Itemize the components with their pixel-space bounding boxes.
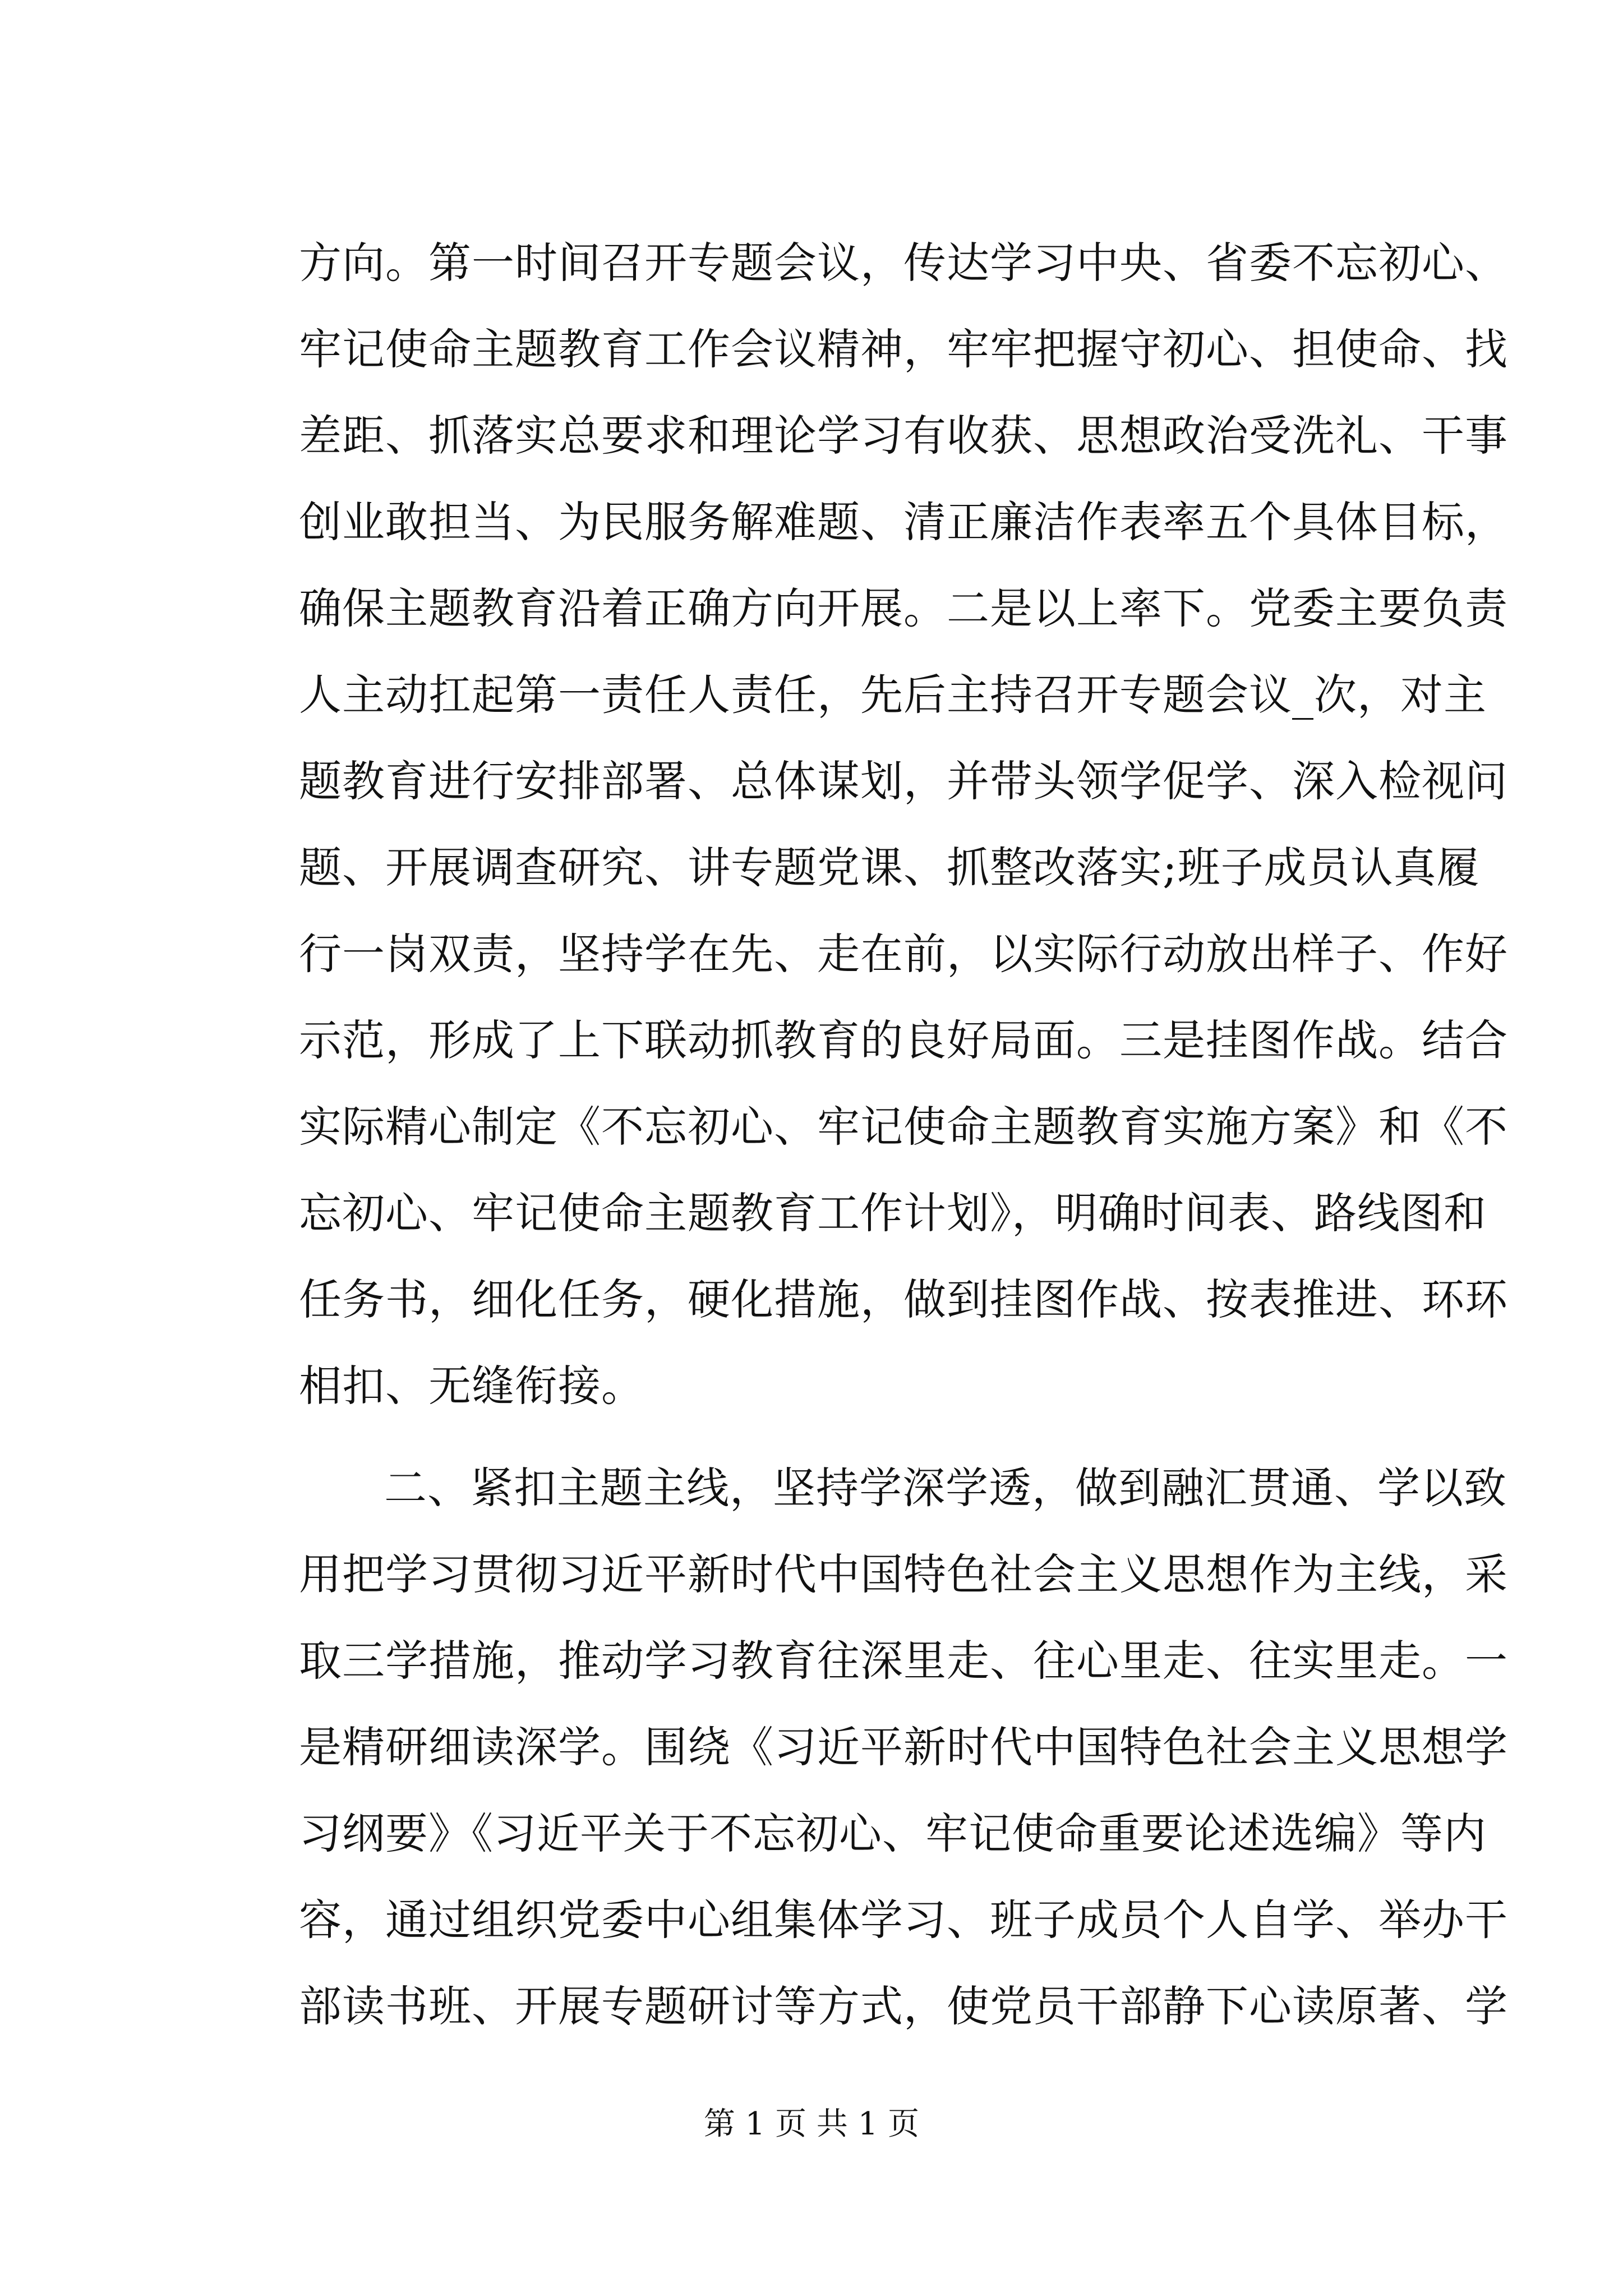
paragraph-2	[299, 1445, 1508, 2050]
text-line: 二、紧扣主题主线，坚持学深学透，做到融汇贯通、学以致	[384, 1463, 1507, 1513]
text-line: 是精研细读深学。围绕《习近平新时代中国特色社会主义思想学	[299, 1722, 1508, 1772]
text-line: 实际精心制定《不忘初心、牢记使命主题教育实施方案》和《不	[299, 1102, 1508, 1152]
text-line: 示范，形成了上下联动抓教育的良好局面。三是挂图作战。结合	[299, 1015, 1508, 1065]
text-line: 题教育进行安排部署、总体谋划，并带头领学促学、深入检视问	[299, 756, 1508, 806]
text-line: 取三学措施，推动学习教育往深里走、往心里走、往实里走。一	[299, 1636, 1508, 1686]
page-footer	[0, 2105, 1623, 2144]
text-line: 容，通过组织党委中心组集体学习、班子成员个人自学、举办干	[299, 1895, 1508, 1945]
text-line: 行一岗双责，坚持学在先、走在前，以实际行动放出样子、作好	[299, 929, 1508, 979]
text-line: 题、开展调查研究、讲专题党课、抓整改落实;班子成员认真履	[299, 843, 1480, 892]
text-line: 部读书班、开展专题研讨等方式，使党员干部静下心读原著、学	[299, 1981, 1508, 2031]
text-line: 创业敢担当、为民服务解难题、清正廉洁作表率五个具体目标，	[299, 497, 1508, 547]
paragraph-1	[299, 220, 1508, 1429]
text-line: 确保主题教育沿着正确方向开展。二是以上率下。党委主要负责	[299, 583, 1508, 633]
document-body	[299, 220, 1508, 2050]
text-line: 人主动扛起第一责任人责任，先后主持召开专题会议_次，对主	[299, 670, 1487, 720]
text-line: 差距、抓落实总要求和理论学习有收获、思想政治受洗礼、干事	[299, 411, 1508, 461]
text-line: 牢记使命主题教育工作会议精神，牢牢把握守初心、担使命、找	[299, 324, 1508, 374]
text-line: 忘初心、牢记使命主题教育工作计划》，明确时间表、路线图和	[299, 1188, 1487, 1238]
text-line: 方向。第一时间召开专题会议，传达学习中央、省委不忘初心、	[299, 238, 1508, 288]
text-line: 相扣、无缝衔接。	[299, 1361, 644, 1411]
text-line: 习纲要》《习近平关于不忘初心、牢记使命重要论述选编》等内	[299, 1809, 1487, 1858]
text-line: 用把学习贯彻习近平新时代中国特色社会主义思想作为主线，采	[299, 1549, 1508, 1599]
page-number-label: 第 1 页 共 1 页	[703, 2106, 920, 2142]
paragraph-gap	[299, 1429, 1418, 1445]
text-line: 任务书，细化任务，硬化措施，做到挂图作战、按表推进、环环	[299, 1274, 1508, 1324]
